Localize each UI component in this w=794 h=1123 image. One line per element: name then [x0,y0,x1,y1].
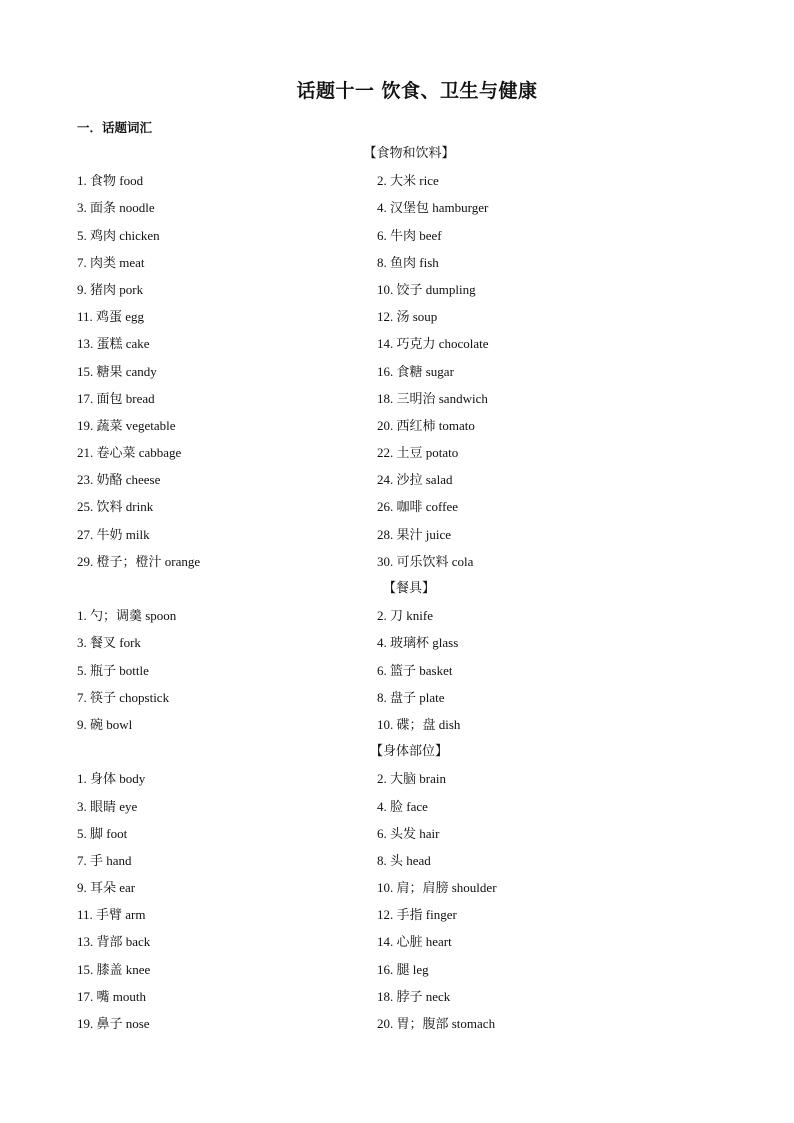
vocab-entry: 1. 身体 body [77,771,146,787]
vocab-row [0,466,794,493]
vocab-row [0,847,794,874]
vocab-entry: 9. 碗 bowl [77,716,133,732]
vocab-entry: 16. 腿 leg [377,961,429,977]
vocab-entry: 8. 鱼肉 fish [377,254,439,270]
vocab-entry: 14. 心脏 heart [377,934,452,950]
vocab-entry: 5. 瓶子 bottle [77,662,149,678]
vocab-row [0,330,794,357]
vocab-entry: 18. 三明治 sandwich [377,390,488,406]
vocab-entry: 2. 大脑 brain [377,771,446,787]
vocab-entry: 3. 餐叉 fork [77,635,141,651]
category-heading: 【食物和饮料】 [363,146,455,161]
vocabulary-list [0,140,794,1037]
vocab-entry: 6. 篮子 basket [377,662,453,678]
vocab-entry: 14. 巧克力 chocolate [377,336,489,352]
vocab-row [0,439,794,466]
vocab-row [0,983,794,1010]
vocab-entry: 12. 手指 finger [377,907,457,923]
vocab-entry: 4. 脸 face [377,798,428,814]
vocab-row [0,1010,794,1037]
vocab-entry: 19. 鼻子 nose [77,1016,150,1031]
vocab-entry: 1. 勺；调羹 spoon [77,608,177,624]
vocab-entry: 24. 沙拉 salad [377,472,453,488]
vocab-entry: 2. 刀 knife [377,608,433,624]
page-title: 话题十一 饮食、卫生与健康 [296,80,538,102]
vocab-entry: 20. 西红柿 tomato [377,417,475,433]
vocab-entry: 6. 头发 hair [377,825,440,841]
vocab-entry: 4. 玻璃杯 glass [377,635,459,651]
vocab-entry: 3. 面条 noodle [77,200,155,216]
vocab-row [0,711,794,738]
vocab-row [0,249,794,276]
section-heading: 一．话题词汇 [77,120,153,135]
vocab-entry: 22. 土豆 potato [377,445,459,461]
vocab-entry: 6. 牛肉 beef [377,227,442,243]
vocab-entry: 9. 耳朵 ear [77,880,136,896]
category-heading: 【身体部位】 [369,744,448,760]
vocab-entry: 16. 食糖 sugar [377,363,454,379]
vocab-entry: 12. 汤 soup [377,309,438,325]
vocab-entry: 17. 面包 bread [77,390,155,406]
vocab-entry: 7. 手 hand [77,852,132,868]
vocab-entry: 9. 猪肉 pork [77,281,144,297]
vocab-row [0,167,794,194]
vocab-entry: 17. 嘴 mouth [77,988,146,1004]
vocab-entry: 11. 鸡蛋 egg [77,309,145,325]
vocab-entry: 8. 盘子 plate [377,689,445,705]
vocab-row [0,629,794,656]
vocab-entry: 11. 手臂 arm [77,907,146,923]
category-heading: 【餐具】 [382,581,435,596]
vocab-row [0,493,794,520]
vocab-entry: 23. 奶酪 cheese [77,472,161,488]
vocab-entry: 1. 食物 food [77,173,144,189]
vocab-entry: 30. 可乐饮料 cola [377,553,474,569]
vocab-row [0,548,794,575]
vocab-entry: 27. 牛奶 milk [77,526,150,542]
vocab-row [0,303,794,330]
vocab-entry: 5. 鸡肉 chicken [77,227,160,243]
vocab-entry: 15. 糖果 candy [77,363,157,379]
vocab-entry: 28. 果汁 juice [377,526,452,542]
vocab-row [0,820,794,847]
vocab-row [0,412,794,439]
vocab-row [0,901,794,928]
vocab-entry: 10. 肩；肩膀 shoulder [377,880,497,896]
vocab-row [0,194,794,221]
vocab-row [0,222,794,249]
vocab-row [0,765,794,792]
vocab-row [0,874,794,901]
vocab-entry: 10. 饺子 dumpling [377,281,476,297]
vocab-entry: 5. 脚 foot [77,825,128,841]
vocab-entry: 21. 卷心菜 cabbage [77,445,182,461]
vocab-entry: 7. 肉类 meat [77,254,145,270]
vocab-row [0,684,794,711]
vocab-entry: 10. 碟；盘 dish [377,716,461,732]
vocab-entry: 8. 头 head [377,852,431,868]
vocab-row [0,276,794,303]
vocab-entry: 25. 饮料 drink [77,499,154,515]
vocab-entry: 15. 膝盖 knee [77,961,151,977]
vocab-entry: 19. 蔬菜 vegetable [77,417,176,433]
vocab-entry: 13. 背部 back [77,934,151,950]
vocab-entry: 2. 大米 rice [377,173,439,189]
vocab-entry: 13. 蛋糕 cake [77,336,150,352]
vocab-row [0,385,794,412]
vocab-row [0,793,794,820]
vocab-row [0,602,794,629]
vocab-row [0,657,794,684]
vocab-row [0,358,794,385]
vocab-row [0,521,794,548]
vocab-entry: 26. 咖啡 coffee [377,499,458,515]
vocab-entry: 29. 橙子；橙汁 orange [77,553,201,569]
vocab-entry: 18. 脖子 neck [377,988,451,1004]
vocab-row [0,956,794,983]
vocab-entry: 20. 胃；腹部 stomach [377,1016,496,1031]
vocab-entry: 3. 眼睛 eye [77,798,138,814]
vocab-entry: 7. 筷子 chopstick [77,689,170,705]
vocab-entry: 4. 汉堡包 hamburger [377,200,489,216]
vocab-row [0,928,794,955]
